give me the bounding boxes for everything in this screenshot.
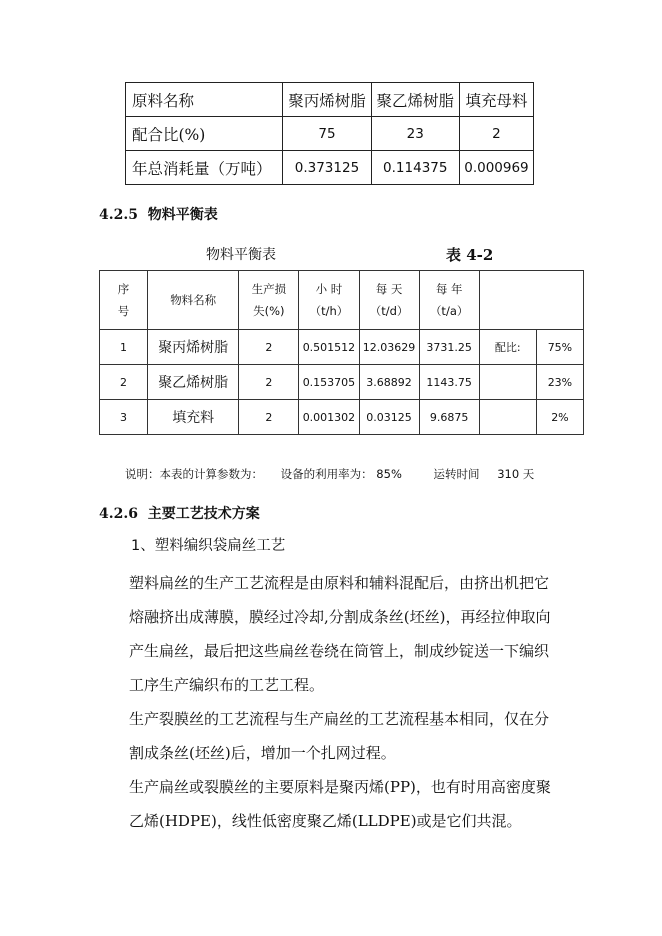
header-text: 每 年 — [435, 282, 463, 296]
cell-loss: 2 — [239, 330, 299, 365]
table-cell: 年总消耗量（万吨） — [126, 151, 283, 185]
cell-name: 填充料 — [148, 400, 239, 435]
section-title: 物料平衡表 — [147, 207, 218, 223]
cell-hour: 0.153705 — [299, 365, 359, 400]
header-text: 生产损 — [251, 282, 287, 296]
cell-ratio-label: 配比: — [479, 330, 536, 365]
section-number: 4.2.5 — [99, 207, 138, 223]
raw-material-table — [125, 82, 534, 185]
cell-ratio-label — [479, 400, 536, 435]
cell-seq: 1 — [100, 330, 148, 365]
cell-name: 聚丙烯树脂 — [148, 330, 239, 365]
note-text: 说明：本表的计算参数为： — [125, 467, 263, 481]
table-cell: 聚丙烯树脂 — [283, 83, 371, 117]
cell-ratio: 23% — [536, 365, 583, 400]
table-row — [100, 330, 584, 365]
cell-ratio-label — [479, 365, 536, 400]
header-hour — [299, 271, 359, 330]
header-day — [359, 271, 419, 330]
note-days: 310 天 — [497, 467, 535, 481]
section-number: 4.2.6 — [99, 506, 138, 522]
table-cell: 23 — [371, 117, 459, 151]
cell-day: 12.03629 — [359, 330, 419, 365]
header-loss — [239, 271, 299, 330]
table-cell: 0.373125 — [283, 151, 371, 185]
cell-year: 9.6875 — [419, 400, 479, 435]
section-heading-425 — [99, 204, 218, 224]
cell-year: 3731.25 — [419, 330, 479, 365]
table-cell: 聚乙烯树脂 — [371, 83, 459, 117]
header-text: 序 — [117, 282, 130, 296]
header-text: （t/d） — [369, 304, 409, 318]
header-text: 小 时 — [315, 282, 343, 296]
paragraph — [99, 702, 559, 770]
cell-loss: 2 — [239, 400, 299, 435]
table-cell: 填充母料 — [459, 83, 533, 117]
table-row — [126, 83, 534, 117]
material-balance-table — [99, 270, 584, 435]
table-cell: 0.114375 — [371, 151, 459, 185]
paragraph-text: 生产裂膜丝的工艺流程与生产扁丝的工艺流程基本相同，仅在分割成条丝(坯丝)后，增加一个扎网过程。 — [129, 710, 550, 762]
section-heading-426 — [99, 503, 260, 523]
table-cell: 75 — [283, 117, 371, 151]
subheading: 1、塑料编织袋扁丝工艺 — [131, 538, 286, 554]
table-cell: 原料名称 — [126, 83, 283, 117]
header-seq — [100, 271, 148, 330]
cell-day: 0.03125 — [359, 400, 419, 435]
table-note — [125, 466, 534, 482]
header-name: 物料名称 — [148, 271, 239, 330]
header-text: （t/a） — [429, 304, 469, 318]
header-blank — [479, 271, 583, 330]
table-row — [100, 365, 584, 400]
table-cell: 配合比(%) — [126, 117, 283, 151]
note-runtime: 运转时间 — [433, 467, 480, 481]
table-row — [126, 117, 534, 151]
cell-hour: 0.501512 — [299, 330, 359, 365]
table-label: 表 4-2 — [446, 246, 494, 264]
table-row — [126, 151, 534, 185]
header-year — [419, 271, 479, 330]
table-cell: 0.000969 — [459, 151, 533, 185]
cell-day: 3.68892 — [359, 365, 419, 400]
paragraph — [99, 566, 559, 702]
paragraph-text: 塑料扁丝的生产工艺流程是由原料和辅料混配后，由挤出机把它熔融挤出成薄膜，膜经过冷却,分割成条丝(坯丝)，再经拉伸取向产生扁丝，最后把这些扁丝卷绕在筒管上，制成纱锭送一下编织工序生产编织布的工艺工程。 — [129, 574, 551, 694]
cell-seq: 3 — [100, 400, 148, 435]
paragraph-text: 生产扁丝或裂膜丝的主要原料是聚丙烯(PP)，也有时用高密度聚乙烯(HDPE)，线性低密度聚乙烯(LLDPE)或是它们共混。 — [129, 778, 551, 830]
cell-hour: 0.001302 — [299, 400, 359, 435]
header-text: 每 天 — [375, 282, 403, 296]
cell-seq: 2 — [100, 365, 148, 400]
paragraph — [99, 770, 559, 838]
table-caption: 物料平衡表 — [206, 247, 276, 263]
cell-loss: 2 — [239, 365, 299, 400]
section-title: 主要工艺技术方案 — [147, 506, 260, 522]
cell-ratio: 2% — [536, 400, 583, 435]
cell-ratio: 75% — [536, 330, 583, 365]
header-text: 失(%) — [253, 304, 285, 318]
header-text: （t/h） — [309, 304, 349, 318]
table-cell: 2 — [459, 117, 533, 151]
table-row — [100, 400, 584, 435]
cell-name: 聚乙烯树脂 — [148, 365, 239, 400]
cell-year: 1143.75 — [419, 365, 479, 400]
table-header-row — [100, 271, 584, 330]
header-text: 号 — [117, 304, 130, 318]
note-utilization: 设备的利用率为： 85% — [280, 467, 402, 481]
